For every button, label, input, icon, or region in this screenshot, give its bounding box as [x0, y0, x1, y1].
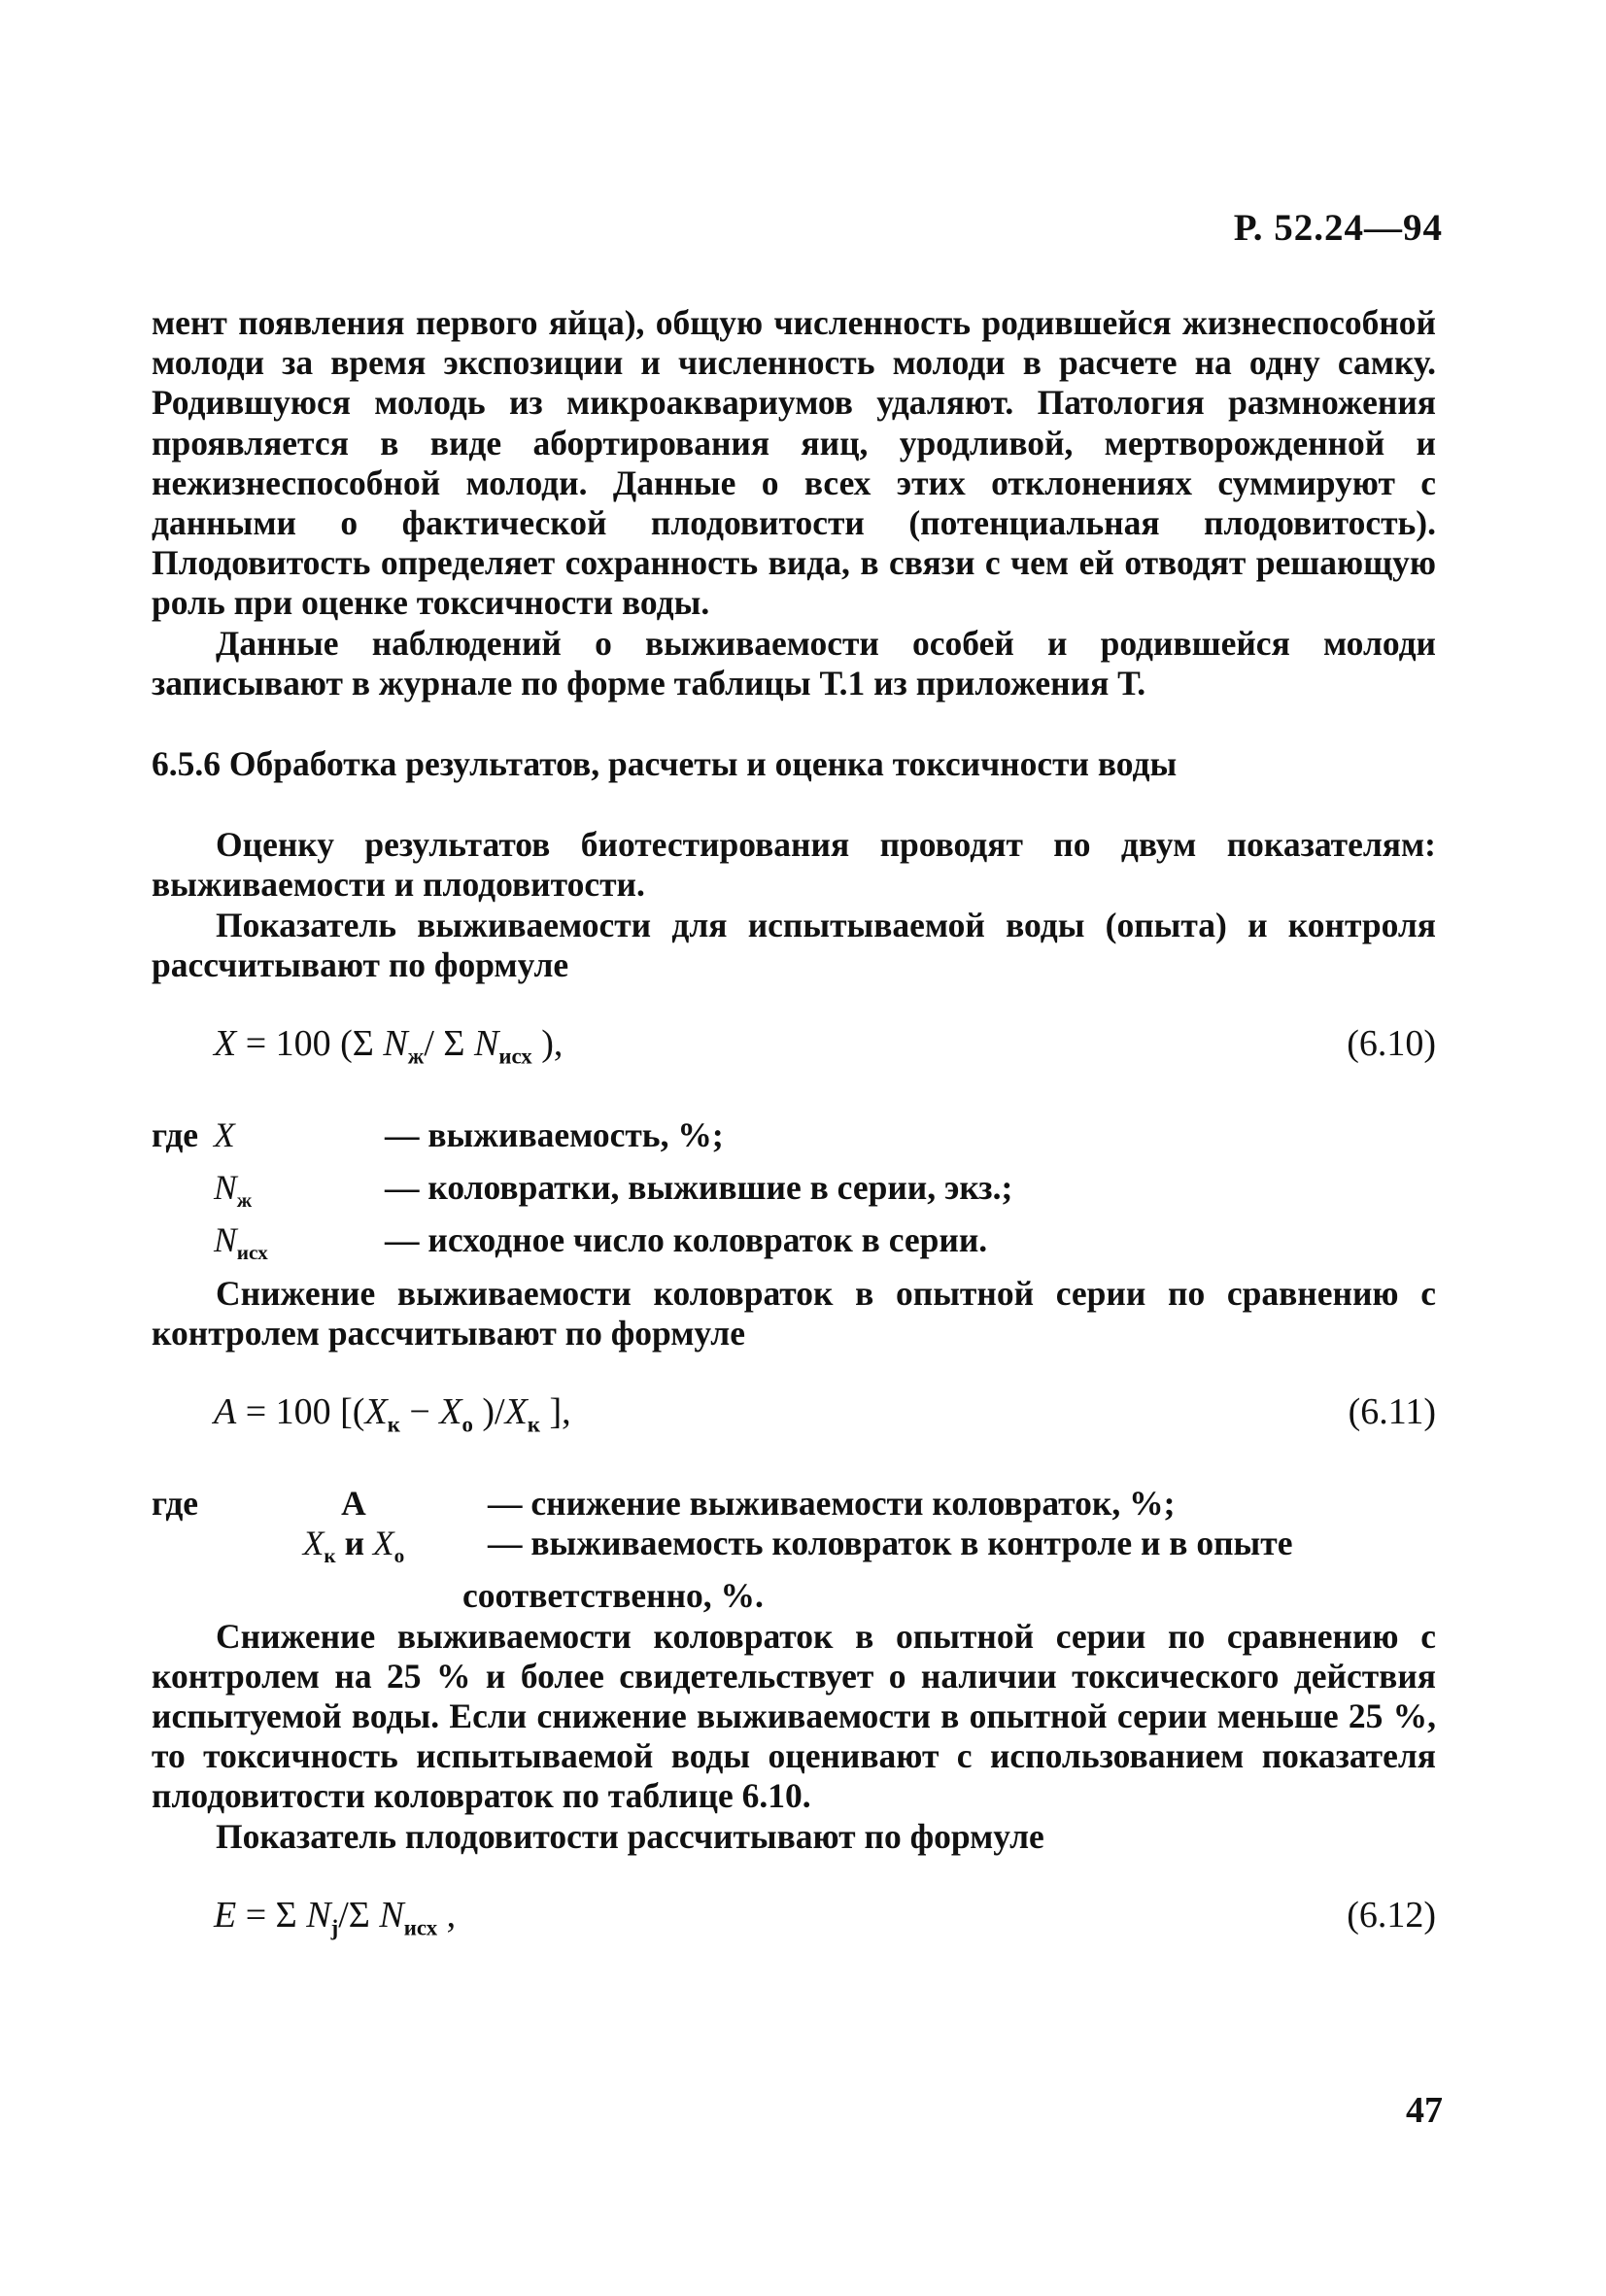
formula-6-12 [152, 1896, 1436, 1948]
definition-continuation: соответственно, %. [462, 1576, 764, 1616]
formula-expression: X = 100 (Σ $N_ж/$ Σ $N_{исх}$ ), [214, 1023, 564, 1069]
definition-symbol: $N_ж$ [214, 1168, 253, 1213]
where-label: где [152, 1483, 199, 1523]
definition-symbol: А [341, 1483, 366, 1523]
definition-symbol: $N_{исх}$ [214, 1220, 268, 1265]
formula-expression: A = 100 [($X_к - X_о$ )$/X_к$ ], [214, 1391, 571, 1437]
formula-number: (6.11) [1348, 1391, 1436, 1433]
definition-symbol: $X_к$ и $X_о$ [302, 1524, 405, 1568]
formula-expression: E = Σ $N_j/\Sigma$ $N_{исх}$ , [214, 1894, 457, 1940]
definitions-6-11 [152, 1484, 1436, 1617]
definition-text: — выживаемость, %; [385, 1114, 724, 1154]
where-label: где [152, 1114, 199, 1154]
paragraph: Оценку результатов биотестирования проводят по двум показателям: выживаемости и плодовитости. [152, 825, 1436, 905]
definition-symbol: X [214, 1114, 235, 1154]
formula-6-11 [152, 1392, 1436, 1445]
definition-row [152, 1484, 1436, 1524]
paragraph: Данные наблюдений о выживаемости особей и родившейся молоди записывают в журнале по форме таблицы Т.1 из приложения Т. [152, 623, 1436, 703]
paragraph: Показатель выживаемости для испытываемой воды (опыта) и контроля рассчитывают по формуле [152, 905, 1436, 984]
definition-row [152, 1220, 1436, 1273]
document-code: Р. 52.24—94 [1233, 207, 1443, 249]
body-text [152, 303, 1436, 1987]
formula-number: (6.10) [1347, 1023, 1436, 1065]
paragraph: Снижение выживаемости коловраток в опытной серии по сравнению с контролем рассчитывают по формуле [152, 1273, 1436, 1353]
definition-row [152, 1524, 1436, 1576]
paragraph: Снижение выживаемости коловраток в опытной серии по сравнению с контролем на 25 % и более свидетельствует о наличии токсического действия испытуемой воды. Если снижение выживаемости в опытной серии меньше 25 %, то токсичность испытываемой воды оценивают с использованием показателя плодовитости коловраток по таблице 6.10. [152, 1616, 1436, 1816]
definition-row [152, 1168, 1436, 1220]
section-heading: 6.5.6 Обработка результатов, расчеты и оценка токсичности воды [152, 744, 1178, 784]
paragraph-continuation: мент появления первого яйца), общую численность родившейся жизнеспособной молоди за время экспозиции и численность молоди в расчете на одну самку. Родившуюся молодь из микроаквариумов удаляют. Патология размножения проявляется в виде абортирования яиц, уродливой, мертворожденной и нежизнеспособной молоди. Данные о всех этих отклонениях суммируют с данными о фактической плодовитости (потенциальная плодовитость). Плодовитость определяет сохранность вида, в связи с чем ей отводят решающую роль при оценке токсичности воды. [152, 303, 1436, 623]
definition-text: — снижение выживаемости коловраток, %; [488, 1483, 1176, 1523]
definitions-6-10 [152, 1115, 1436, 1274]
definition-row [152, 1115, 1436, 1168]
paragraph: Показатель плодовитости рассчитывают по формуле [216, 1816, 1044, 1856]
formula-number: (6.12) [1347, 1894, 1436, 1936]
page-number: 47 [1406, 2090, 1443, 2131]
formula-6-10 [152, 1024, 1436, 1077]
definition-text: — выживаемость коловраток в контроле и в опыте [488, 1524, 1293, 1563]
definition-text: — исходное число коловраток в серии. [385, 1220, 988, 1260]
definition-text: — коловратки, выжившие в серии, экз.; [385, 1168, 1013, 1208]
